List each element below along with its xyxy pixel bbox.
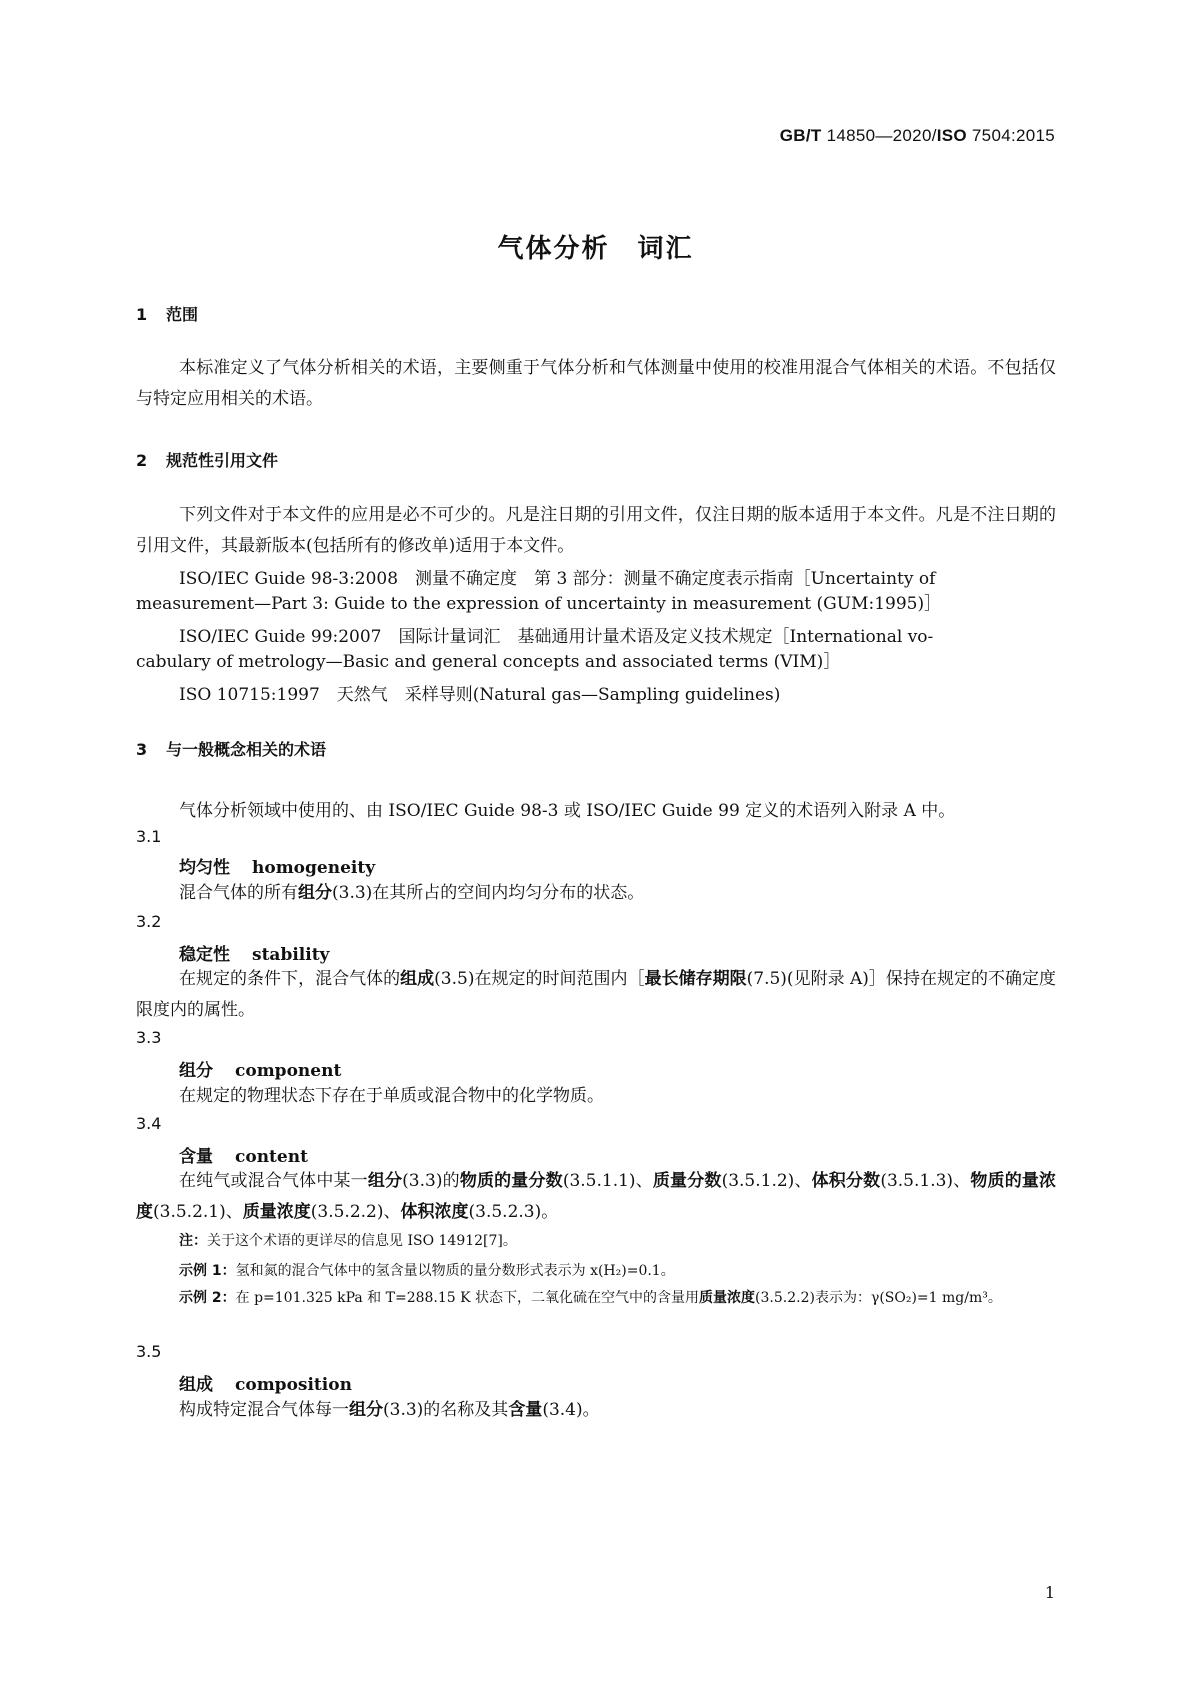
term-heading — [179, 1056, 341, 1081]
definition-text: (3.5.1.2)、 — [721, 1171, 812, 1191]
section-1-text: 本标准定义了气体分析相关的术语，主要侧重于气体分析和气体测量中使用的校准用混合气体相关的术语。不包括仅与特定应用相关的术语。 — [136, 358, 1056, 409]
section-3-heading — [136, 737, 326, 760]
section-2-text: 下列文件对于本文件的应用是必不可少的。凡是注日期的引用文件，仅注日期的版本适用于本文件。凡是不注日期的引用文件，其最新版本(包括所有的修改单)适用于本文件。 — [136, 505, 1056, 556]
definition-text: (3.5.1.3)、 — [880, 1171, 971, 1191]
reference-1-line-2: measurement—Part 3: Guide to the expression of uncertainty in measurement (GUM:1995)］ — [136, 594, 942, 614]
section-title: 范围 — [166, 305, 199, 324]
section-number: 2 — [136, 451, 148, 470]
reference-3: ISO 10715:1997 天然气 采样导则(Natural gas—Sampling guidelines) — [179, 685, 781, 705]
definition-text: (3.5.1.1)、 — [562, 1171, 653, 1191]
definition-term: 质量浓度 — [242, 1202, 311, 1222]
term-heading — [179, 1370, 352, 1395]
term-zh: 均匀性 — [179, 858, 230, 878]
term-zh: 含量 — [179, 1147, 213, 1167]
term-zh: 组成 — [179, 1375, 213, 1395]
definition-term: 物质的量分数 — [459, 1171, 563, 1191]
definition-text: (3.5.2.2)、 — [310, 1202, 401, 1222]
example-text: 在 p=101.325 kPa 和 T=288.15 K 状态下，二氧化硫在空气中的含量用 — [235, 1290, 700, 1306]
term-example-1 — [179, 1260, 675, 1280]
definition-text: (3.5.2.1)、 — [153, 1202, 243, 1222]
definition-term: 组分 — [367, 1171, 403, 1191]
term-number: 3.2 — [136, 912, 162, 931]
definition-term: 体积浓度 — [400, 1202, 469, 1222]
definition-text: 构成特定混合气体每一 — [179, 1400, 349, 1420]
term-note — [179, 1230, 517, 1250]
term-heading — [179, 1142, 308, 1167]
section-title: 规范性引用文件 — [166, 451, 279, 470]
note-label: 注： — [179, 1233, 207, 1249]
definition-term: 质量分数 — [652, 1171, 722, 1191]
reference-1-line-1: ISO/IEC Guide 98-3:2008 测量不确定度 第 3 部分：测量不确定度表示指南［Uncertainty of — [179, 569, 936, 589]
term-heading — [179, 853, 375, 878]
definition-text: 混合气体的所有 — [179, 883, 298, 903]
section-1-heading — [136, 302, 198, 325]
term-en: stability — [252, 945, 330, 965]
term-en: composition — [235, 1375, 352, 1395]
example-text: 氢和氮的混合气体中的氢含量以物质的量分数形式表示为 x(H₂)=0.1。 — [235, 1263, 675, 1279]
example-term: 质量浓度 — [699, 1290, 756, 1306]
definition-term: 物质的量浓度 — [136, 1171, 1057, 1222]
term-en: homogeneity — [252, 858, 376, 878]
definition-text: (3.4)。 — [542, 1400, 600, 1420]
term-example-2 — [136, 1284, 1056, 1313]
std-prefix: GB/T — [779, 126, 822, 145]
term-definition — [136, 1166, 1056, 1228]
term-number: 3.5 — [136, 1342, 162, 1361]
std-iso: ISO — [936, 126, 967, 145]
definition-term: 体积分数 — [811, 1171, 881, 1191]
standard-code — [780, 126, 1055, 146]
definition-text: (3.3)在其所占的空间内均匀分布的状态。 — [332, 883, 645, 903]
definition-text: 在规定的条件下，混合气体的 — [179, 969, 401, 989]
term-zh: 组分 — [179, 1061, 213, 1081]
term-definition — [136, 878, 1056, 909]
definition-term: 最长储存期限 — [644, 969, 747, 989]
std-iso-number: 7504:2015 — [966, 126, 1055, 145]
definition-text: (3.5)在规定的时间范围内［ — [434, 969, 645, 989]
page-number: 1 — [1044, 1583, 1055, 1602]
term-zh: 稳定性 — [179, 945, 230, 965]
definition-text: (3.3)的名称及其 — [383, 1400, 509, 1420]
term-number: 3.4 — [136, 1114, 162, 1133]
term-en: content — [235, 1147, 308, 1167]
reference-2-line-1: ISO/IEC Guide 99:2007 国际计量词汇 基础通用计量术语及定义技术规定［International vo- — [179, 627, 934, 647]
section-3-intro: 气体分析领域中使用的、由 ISO/IEC Guide 98-3 或 ISO/IEC Guide 99 定义的术语列入附录 A 中。 — [179, 801, 956, 821]
definition-text: 在纯气或混合气体中某一 — [179, 1171, 368, 1191]
note-text: 关于这个术语的更详尽的信息见 ISO 14912[7]。 — [207, 1233, 517, 1249]
example-text: (3.5.2.2)表示为：γ(SO₂)=1 mg/m³。 — [755, 1290, 1002, 1306]
term-number: 3.1 — [136, 827, 162, 846]
term-definition: 在规定的物理状态下存在于单质或混合物中的化学物质。 — [179, 1086, 604, 1106]
term-number: 3.3 — [136, 1028, 162, 1047]
definition-text: (7.5)(见附录 A)］保持在规定的不确定度限度内的属性。 — [136, 969, 1057, 1020]
definition-text: (3.3)的 — [402, 1171, 460, 1191]
section-title: 与一般概念相关的术语 — [166, 740, 327, 759]
example-label: 示例 2： — [179, 1290, 236, 1306]
definition-term: 组分 — [349, 1400, 383, 1420]
example-label: 示例 1： — [179, 1263, 236, 1279]
section-number: 1 — [136, 305, 148, 324]
definition-term: 组分 — [298, 883, 332, 903]
reference-2-line-2: cabulary of metrology—Basic and general concepts and associated terms (VIM)］ — [136, 652, 841, 672]
section-2-heading — [136, 448, 278, 471]
std-number: 14850—2020/ — [821, 126, 937, 145]
term-definition — [136, 964, 1056, 1026]
term-heading — [179, 940, 329, 965]
definition-term: 含量 — [508, 1400, 543, 1420]
term-en: component — [235, 1061, 342, 1081]
term-definition — [136, 1395, 1056, 1426]
definition-text: (3.5.2.3)。 — [468, 1202, 559, 1222]
definition-term: 组成 — [400, 969, 435, 989]
document-title: 气体分析 词汇 — [497, 234, 694, 264]
section-number: 3 — [136, 740, 148, 759]
